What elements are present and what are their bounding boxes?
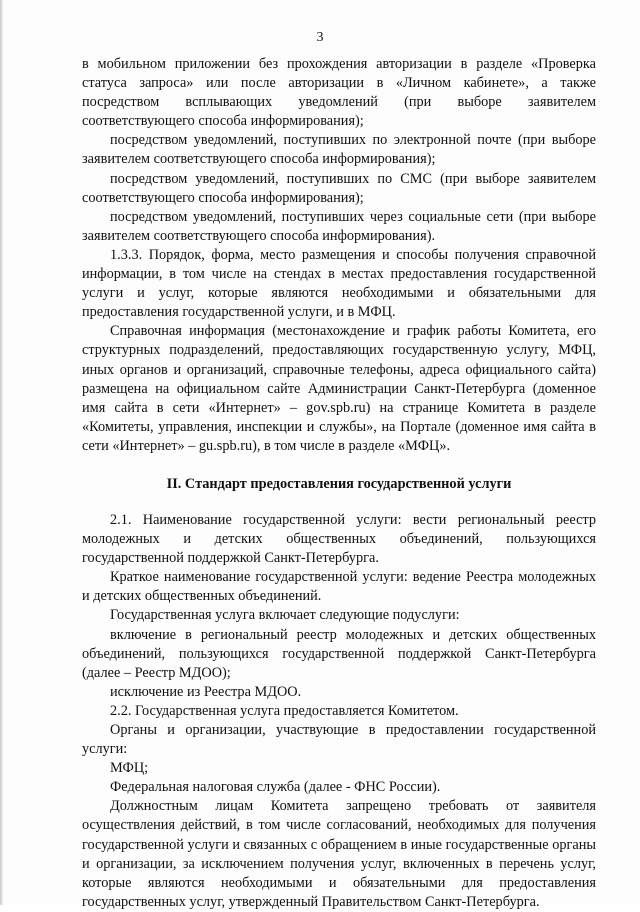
paragraph: Органы и организации, участвующие в предоставлении государственной услуги: <box>82 722 596 758</box>
paragraph: посредством уведомлений, поступивших по СМС (при выборе заявителем соответствующего способа информирования); <box>82 170 596 206</box>
paragraph: 2.1. Наименование государственной услуги: вести региональный реестр молодежных и детских общественных объединений, пользующихся государственной поддержкой Санкт-Петербурга. <box>82 511 596 567</box>
paragraph: Должностным лицам Комитета запрещено требовать от заявителя осуществления действий, в том числе согласований, необходимых для получения государственной услуги и связанных с обращением в иные государственные органы и организации, за исключением получения услуг, включенных в перечень услуг, которые являются необходимыми и обязательными для предоставления государственных услуг, утвержденный Правительством Санкт-Петербурга. <box>82 798 596 910</box>
paragraph: 2.2. Государственная услуга предоставляется Комитетом. <box>110 702 459 719</box>
paragraph: посредством уведомлений, поступивших через социальные сети (при выборе заявителем соответствующего способа информирования). <box>82 208 596 244</box>
paragraph: 1.3.3. Порядок, форма, место размещения и способы получения справочной информации, в том числе на стендах в местах предоставления государственной услуги и услуг, которые являются необходимыми и обязательными для предоставления государственной услуги, и в МФЦ. <box>82 246 596 321</box>
paragraph: Справочная информация (местонахождение и график работы Комитета, его структурных подразделений, предоставляющих государственную услугу, МФЦ, иных органов и организаций, справочные телефоны, адреса официального сайта) размещена на официальном сайте Администрации Санкт-Петербурга (доменное имя сайта в сети «Интернет» – gov.spb.ru) на странице Комитета в разделе «Комитеты, управления, инспекции и службы», на Портале (доменное имя сайта в сети «Интернет» – gu.spb.ru), в том числе в разделе «МФЦ». <box>82 323 596 454</box>
paragraph: Федеральная налоговая служба (далее - ФНС России). <box>110 779 441 796</box>
paragraph: Государственная услуга включает следующие подуслуги: <box>110 607 460 624</box>
paragraph: МФЦ; <box>110 760 149 777</box>
section-heading: II. Стандарт предоставления государственной услуги <box>166 475 512 492</box>
paragraph: включение в региональный реестр молодежных и детских общественных объединений, пользующихся государственной поддержкой Санкт-Петербурга (далее – Реестр МДОО); <box>82 626 596 681</box>
paragraph: посредством уведомлений, поступивших по электронной почте (при выборе заявителем соответствующего способа информирования); <box>82 132 596 168</box>
paragraph: исключение из Реестра МДОО. <box>110 683 302 700</box>
paragraph: в мобильном приложении без прохождения авторизации в разделе «Проверка статуса запроса» или после авторизации в «Личном кабинете», а также посредством всплывающих уведомлений (при выборе заявителем соответствующего способа информирования); <box>82 56 596 130</box>
page-number: 3 <box>316 30 324 45</box>
paragraph: Краткое наименование государственной услуги: ведение Реестра молодежных и детских общественных объединений. <box>82 569 596 605</box>
page-edge-shadow <box>0 0 3 905</box>
document-body <box>82 55 596 912</box>
